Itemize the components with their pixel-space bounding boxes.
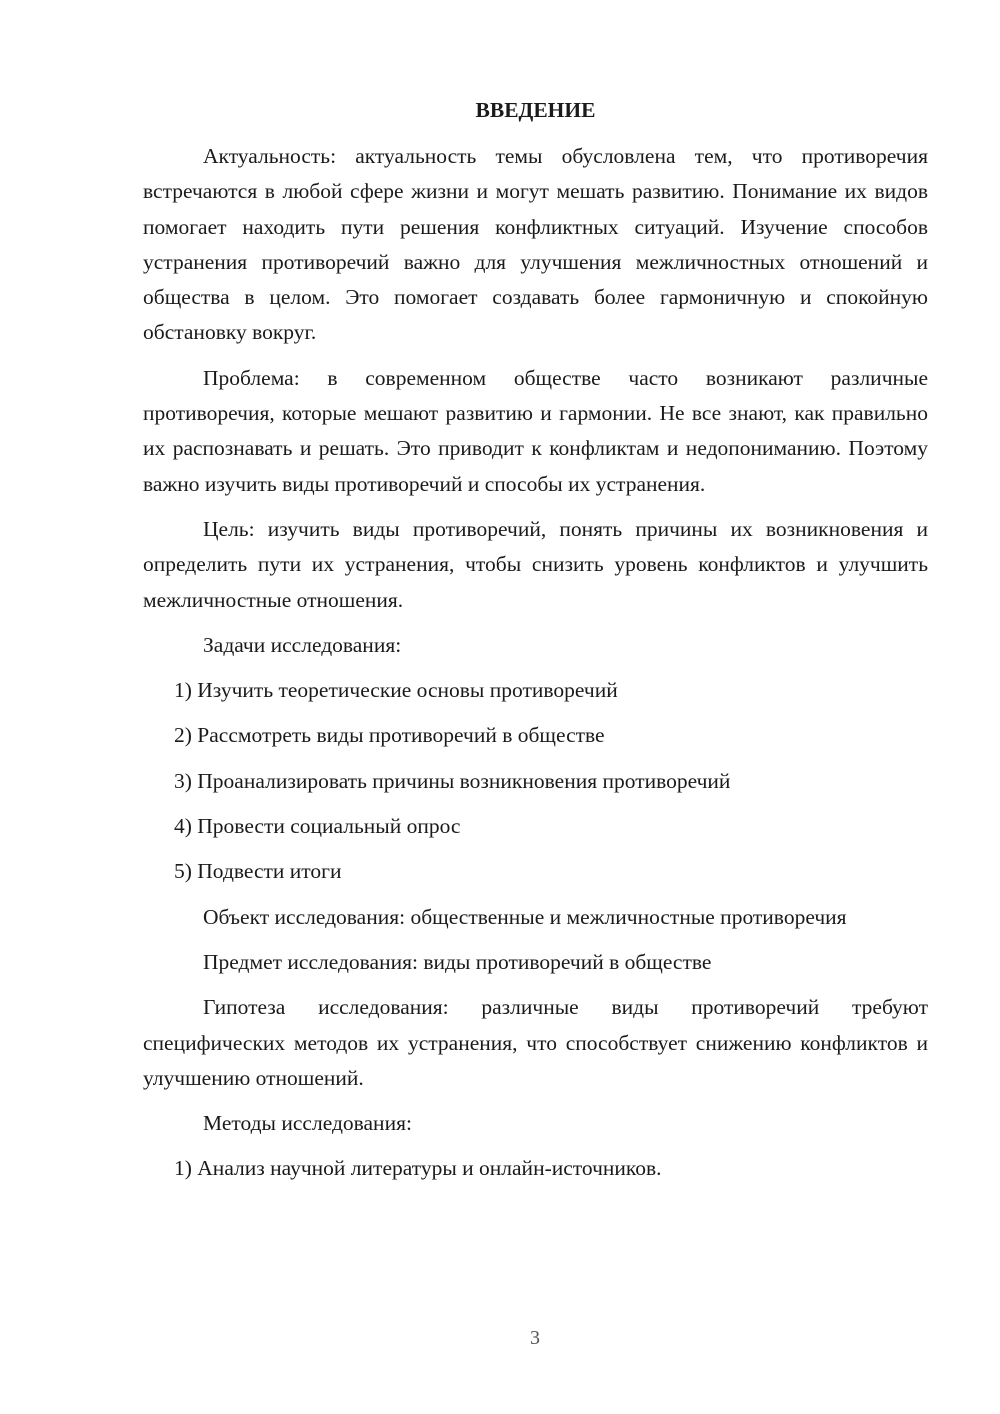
paragraph-object: Объект исследования: общественные и межличностные противоречия <box>203 904 847 929</box>
paragraph-problem: Проблема: в современном обществе часто возникают различные противоречия, которые мешают развитию и гармонии. Не все знают, как правильно их распознавать и решать. Это приводит к конфликтам и недопониманию. Поэтому важно изучить виды противоречий и способы их устранения. <box>143 365 928 496</box>
list-item: 4) Провести социальный опрос <box>174 814 461 839</box>
tasks-heading: Задачи исследования: <box>203 632 402 657</box>
paragraph-relevance: Актуальность: актуальность темы обусловлена тем, что противоречия встречаются в любой сфере жизни и могут мешать развитию. Понимание их видов помогает находить пути решения конфликтных ситуаций. Изучение способов устранения противоречий важно для улучшения межличностных отношений и общества в целом. Это помогает создавать более гармоничную и спокойную обстановку вокруг. <box>143 144 928 345</box>
page-title: ВВЕДЕНИЕ <box>475 98 596 122</box>
tasks-list <box>143 673 928 889</box>
list-item: 3) Проанализировать причины возникновения противоречий <box>174 768 731 793</box>
methods-list <box>143 1151 928 1186</box>
methods-heading: Методы исследования: <box>203 1111 412 1136</box>
page-number: 3 <box>530 1327 540 1349</box>
list-item: 1) Анализ научной литературы и онлайн-источников. <box>174 1156 662 1181</box>
list-item: 5) Подвести итоги <box>174 859 342 884</box>
list-item: 2) Рассмотреть виды противоречий в обществе <box>174 723 605 748</box>
document-page <box>143 92 928 1197</box>
paragraph-goal: Цель: изучить виды противоречий, понять причины их возникновения и определить пути их устранения, чтобы снизить уровень конфликтов и улучшить межличностные отношения. <box>143 516 928 612</box>
paragraph-subject: Предмет исследования: виды противоречий в обществе <box>203 949 712 974</box>
paragraph-hypothesis: Гипотеза исследования: различные виды противоречий требуют специфических методов их устранения, что способствует снижению конфликтов и улучшению отношений. <box>143 995 928 1090</box>
list-item: 1) Изучить теоретические основы противоречий <box>174 678 618 703</box>
